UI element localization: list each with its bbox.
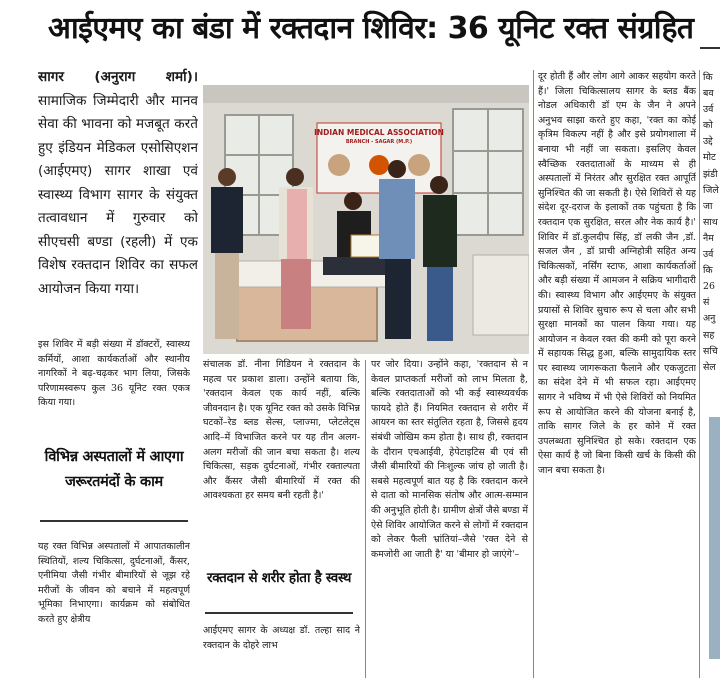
column-5-line: नैम xyxy=(703,232,714,244)
column-5-line: 26 xyxy=(703,281,715,293)
column-5-line: अनु xyxy=(703,313,716,325)
banner-subtitle: BRANCH - SAGAR (M.P.) xyxy=(345,139,413,145)
edge-photo xyxy=(709,417,720,659)
column-1b-text xyxy=(38,540,190,678)
headline-rule xyxy=(700,47,720,49)
subheading-1: विभिन्न अस्पतालों में आएगा जरूरतमंदों के काम xyxy=(44,449,184,490)
column-5-lines xyxy=(703,70,720,376)
banner-title: INDIAN MEDICAL ASSOCIATION xyxy=(314,128,444,137)
column-2b-paragraph: आईएमए सागर के अध्यक्ष डॉ. तल्हा साद ने रक्तदान के दोहरे लाभ xyxy=(203,625,360,651)
column-5-line: जिले xyxy=(703,184,719,196)
column-5-line: सेल xyxy=(703,361,716,373)
column-5-line: उर्व xyxy=(703,249,714,261)
column-1b-paragraph: यह रक्त विभिन्न अस्पतालों में आपातकालीन स्थितियों, शल्य चिकित्सा, दुर्घटनाओं, कैंसर, एनीमिया जैसी गंभीर बीमारियों से जूझ रहे मरीजों के जीवन को बचाने में महत्वपूर्ण भूमिका निभाएगा। कार्यक्रम को संबोधित करते हुए क्षेत्रीय xyxy=(38,541,190,625)
lead-text: सामाजिक जिम्मेदारी और मानव सेवा की भावना को मजबूत करते हुए इंडियन मेडिकल एसोसिएशन (आईएमए) सागर शाखा एवं स्वास्थ्य विभाग सागर के संयुक्त तत्वावधान में गुरुवार को सीएचसी बण्डा (रहली) में एक विशेष रक्तदान शिविर का सफल आयोजन किया गया। xyxy=(38,92,198,297)
column-2-text xyxy=(203,358,360,566)
column-5-line: मोट xyxy=(703,152,716,164)
column-5-line: उर्व xyxy=(703,104,714,116)
column-5-line: बव xyxy=(703,88,714,100)
column-4-text xyxy=(538,70,696,678)
column-divider-2 xyxy=(533,70,534,678)
column-5-cut-text xyxy=(703,70,720,410)
column-5-line: उद्दे xyxy=(703,136,713,148)
column-5-line: कि xyxy=(703,72,713,83)
column-5-line: जा xyxy=(703,200,713,212)
news-photo xyxy=(203,85,529,354)
column-3-paragraph: पर जोर दिया। उन्होंने कहा, 'रक्तदान से न केवल प्राप्तकर्ता मरीजों को लाभ मिलता है, बल्कि रक्तदाताओं को भी कई स्वास्थ्यवर्धक फायदे होते हैं। नियमित रक्तदान से शरीर में आयरन का स्तर संतुलित रहता है, जिससे हृदय संबंधी जोखिम कम होता है। साथ ही, रक्तदान के दौरान एचआईवी, हेपेटाइटिस बी एवं सी जैसी बीमारियों की निःशुल्क जांच हो जाती है। सबसे महत्वपूर्ण बात यह है कि रक्तदान करने से दाता को मानसिक संतोष और आत्म-सम्मान की अनुभूति होती है। ग्रामीण क्षेत्रों जैसे बण्डा में ऐसे शिविर आयोजित करने से लोगों में रक्तदान को लेकर फैली भ्रांतियां–जैसे 'रक्त देने से कमजोरी आ जाती है' या 'बीमार हो जाएंगे'– xyxy=(371,359,528,560)
lead-paragraph xyxy=(38,66,198,340)
photo-illustration xyxy=(203,85,529,354)
column-1-paragraph: इस शिविर में बड़ी संख्या में डॉक्टरों, स्वास्थ्य कर्मियों, आशा कार्यकर्ताओं और स्थानीय नागरिकों ने बढ़-चढ़कर भाग लिया, जिसके परिणामस्वरूप कुल 36 यूनिट रक्त एकत्र किया गया। xyxy=(38,339,190,409)
column-5-line: सं xyxy=(703,297,710,309)
subheading-2-rule xyxy=(205,612,353,614)
column-5-line: झंडी xyxy=(703,168,718,180)
column-5-line: साथ xyxy=(703,216,718,228)
column-5-line: सचि xyxy=(703,345,718,357)
byline: सागर (अनुराग शर्मा)। xyxy=(38,69,198,85)
column-5-line: सह xyxy=(703,329,715,341)
column-divider-3 xyxy=(699,70,700,678)
column-1-text xyxy=(38,338,190,438)
subheading-2: रक्तदान से शरीर होता है स्वस्थ xyxy=(206,570,352,586)
column-3-text xyxy=(371,358,528,678)
column-2b-text xyxy=(203,624,360,678)
headline: आईएमए का बंडा में रक्तदान शिविर: 36 यूनिट रक्त संग्रहित xyxy=(48,11,694,46)
subheading-1-rule xyxy=(40,520,188,522)
column-2-paragraph: संचालक डॉ. नीना गिडियन ने रक्तदान के महत्व पर प्रकाश डाला। उन्होंने बताया कि, 'रक्तदान केवल एक कार्य नहीं, बल्कि जीवनदान है। एक यूनिट रक्त को उसके विभिन्न घटकों–रेड ब्लड सेल्स, प्लाज्मा, प्लेटलेट्स आदि–में विभाजित करने पर यह तीन अलग-अलग मरीजों की जान बचा सकता है। शल्य चिकित्सा, सड़क दुर्घटनाओं, गंभीर रक्ताल्पता और कैंसर जैसी बीमारियों में रक्त की आवश्यकता हर समय बनी रहती है।' xyxy=(203,359,360,502)
column-5-line: को xyxy=(703,120,713,132)
column-divider-1 xyxy=(365,360,366,678)
column-5-line: कि xyxy=(703,265,713,277)
column-4-paragraph: दूर होती हैं और लोग आगे आकर सहयोग करते हैं।' जिला चिकित्सालय सागर के ब्लड बैंक नोडल अधिकारी डॉ एम के जैन ने अपने अनुभव साझा करते हुए कहा, 'रक्त का कोई कृत्रिम विकल्प नहीं है और इसे प्रयोगशाला में बनाया भी नहीं जा सकता। इसलिए केवल स्वैच्छिक रक्तदाताओं के माध्यम से ही अस्पतालों में निरंतर और सुरक्षित रक्त आपूर्ति सुनिश्चित की जा सकती है। ऐसे शिविरों से यह संदेश दूर-दराज के इलाकों तक पहुंचता है कि रक्तदान एक सुरक्षित, सरल और नेक कार्य है।' शिविर में डॉ.कुलदीप सिंह, डॉ लकी जैन ,डॉ. सजल जैन , डॉ प्राची अग्निहोत्री सहित अन्य चिकित्सकों, नर्सिंग स्टाफ, आशा कार्यकर्ताओं और बड़ी संख्या में आमजन ने सक्रिय भागीदारी की। स्वास्थ्य विभाग और आईएमए के संयुक्त प्रयासों से शिविर सुचारु रूप से चला और सभी सुरक्षा मानकों का पालन किया गया। यह आयोजन न केवल रक्त की कमी को पूरा करने में सहायक सिद्ध हुआ, बल्कि सामुदायिक स्तर पर स्वास्थ्य जागरूकता फैलाने और एकजुटता का संदेश देने में भी सफल रहा। आईएमए सागर ने भविष्य में भी ऐसे शिविरों को नियमित रूप से आयोजित करने की योजना बनाई है, ताकि सागर जिले के हर कोने में रक्त उपलब्धता सुनिश्चित हो सके। रक्तदान एक ऐसा कार्य है जो बिना किसी खर्च के किसी की जान बचा सकता है। xyxy=(538,71,696,477)
